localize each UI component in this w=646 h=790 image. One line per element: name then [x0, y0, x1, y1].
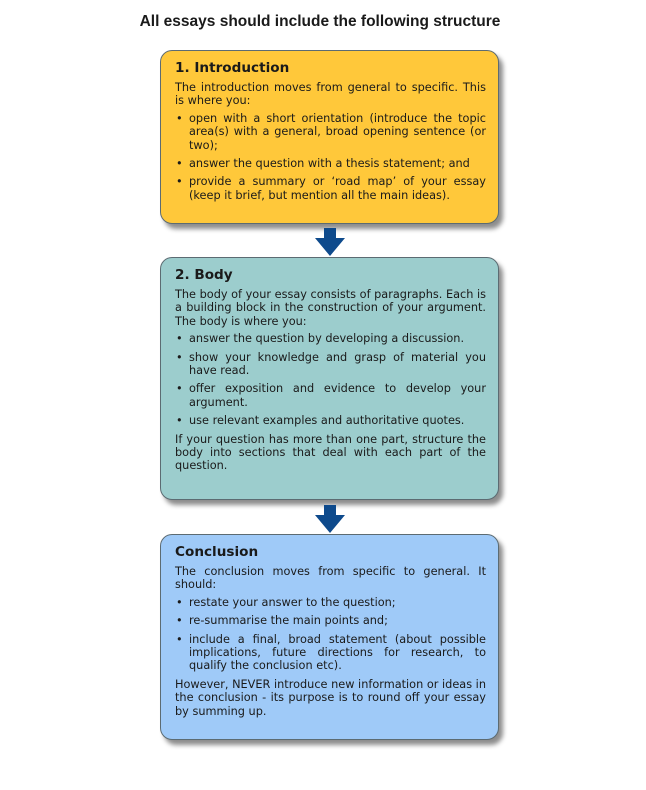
list-item: • include a final, broad statement (about possible implications, future directions for research, to qualify the conclusion etc). [176, 632, 486, 673]
list-item: • re-summarise the main points and; [176, 614, 388, 628]
list-item: • open with a short orientation (introduce the topic area(s) with a general, broad opening sentence (or two); [176, 111, 486, 152]
bullet-icon: • [176, 157, 183, 171]
bullet-icon: • [176, 332, 183, 346]
bullet-icon: • [176, 614, 183, 628]
list-item: • answer the question with a thesis statement; and [176, 157, 470, 171]
conclusion-heading: Conclusion [175, 544, 259, 560]
introduction-lead: The introduction moves from general to specific. This is where you: [175, 81, 486, 108]
list-item: • provide a summary or ‘road map’ of your essay (keep it brief, but mention all the main ideas). [176, 175, 486, 202]
bullet-icon: • [176, 382, 183, 396]
body-lead: The body of your essay consists of paragraphs. Each is a building block in the construction of your argument. The body is where you: [175, 288, 486, 328]
list-item: • restate your answer to the question; [176, 595, 396, 609]
introduction-heading: 1. Introduction [175, 60, 290, 76]
bullet-icon: • [176, 175, 183, 189]
bullet-icon: • [176, 350, 183, 364]
page-title: All essays should include the following structure [139, 13, 501, 30]
conclusion-box [160, 534, 499, 740]
introduction-box [160, 50, 499, 224]
list-item: • use relevant examples and authoritative quotes. [176, 414, 465, 428]
introduction-list [175, 112, 486, 202]
bullet-icon: • [176, 632, 183, 646]
bullet-icon: • [176, 414, 183, 428]
down-arrow-icon [311, 505, 349, 535]
arrow-shape [315, 228, 345, 256]
list-item: • offer exposition and evidence to develop your argument. [176, 382, 486, 409]
list-item: • show your knowledge and grasp of material you have read. [176, 350, 486, 378]
bullet-icon: • [176, 111, 183, 125]
arrow-shape [315, 505, 345, 533]
down-arrow-icon [311, 228, 349, 258]
body-closing: If your question has more than one part, structure the body into sections that deal with each part of the question. [175, 432, 486, 473]
conclusion-closing: However, NEVER introduce new information or ideas in the conclusion - its purpose is to round off your essay by summing up. [175, 677, 486, 718]
conclusion-lead: The conclusion moves from specific to general. It should: [175, 565, 486, 592]
body-box [160, 257, 499, 500]
body-heading: 2. Body [175, 267, 233, 283]
list-item: • answer the question by developing a discussion. [176, 332, 465, 346]
body-list [175, 332, 486, 427]
bullet-icon: • [176, 595, 183, 609]
conclusion-list [175, 596, 486, 673]
